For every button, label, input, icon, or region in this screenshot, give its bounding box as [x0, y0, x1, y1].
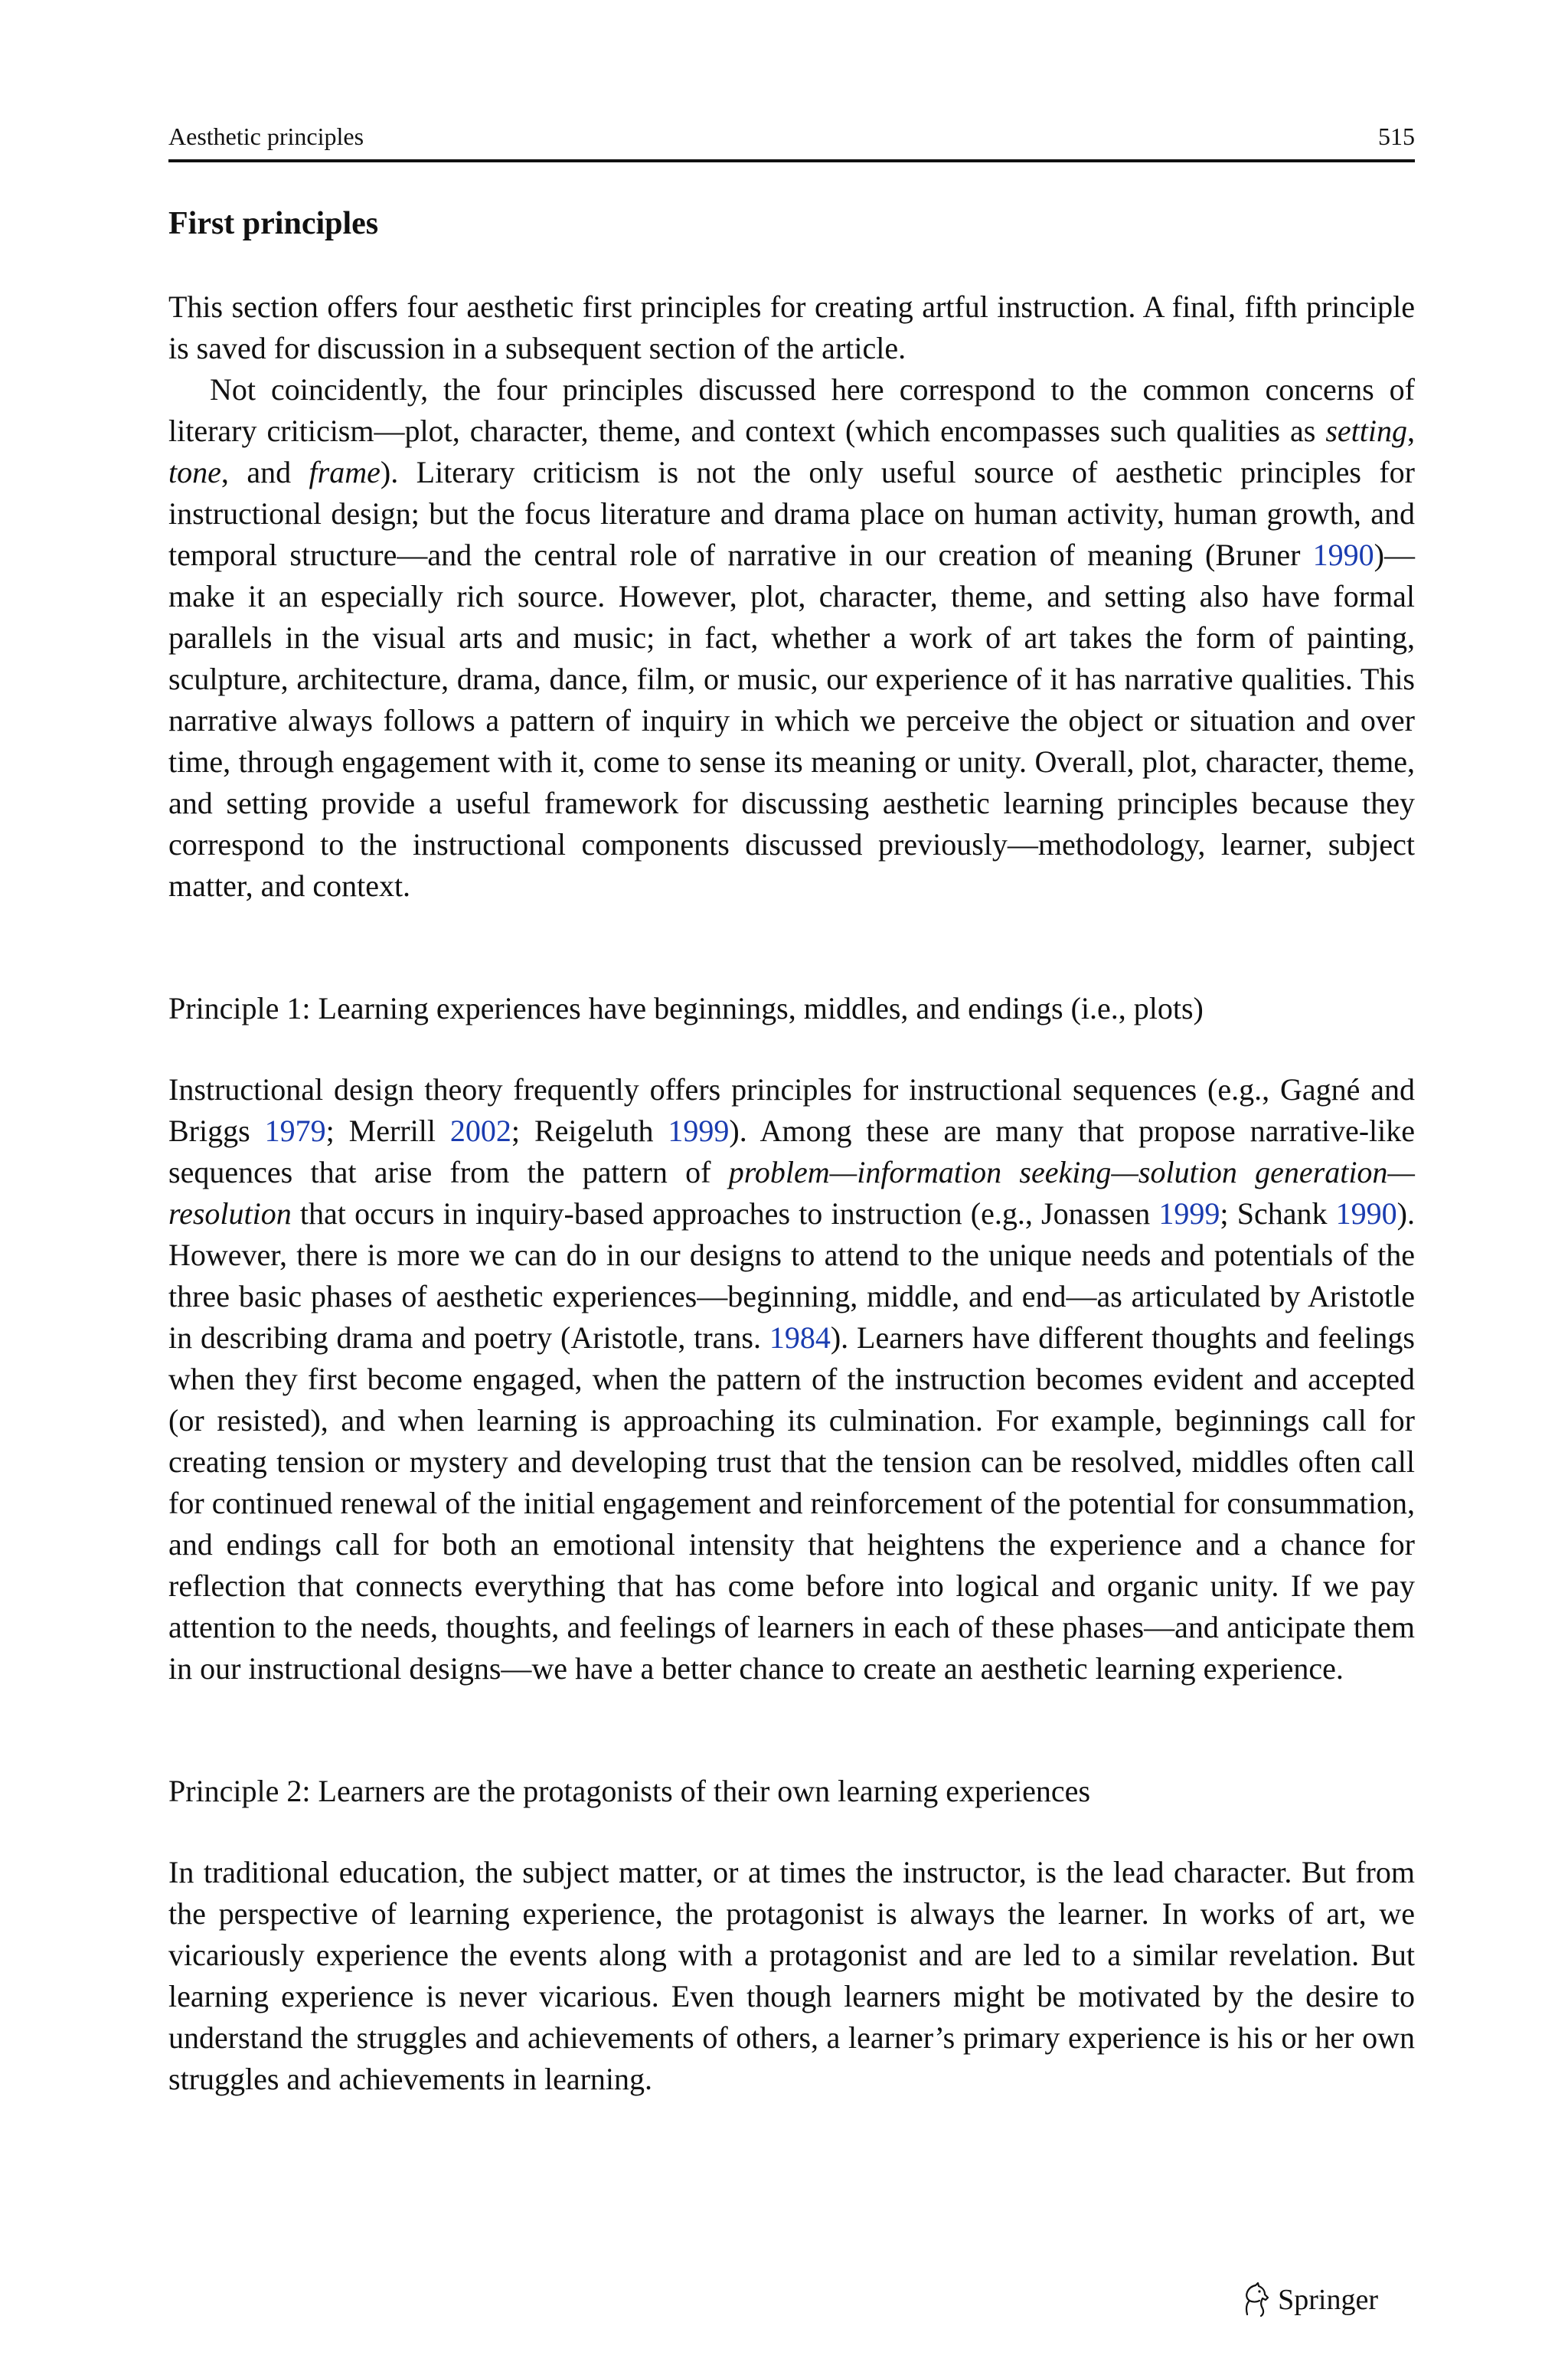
header-rule: [168, 159, 1415, 162]
spacer: [168, 247, 1415, 286]
citation-link-aristotle-1984[interactable]: 1984: [769, 1320, 831, 1355]
citation-link-schank-1990[interactable]: 1990: [1335, 1196, 1397, 1231]
spacer: [168, 1689, 1415, 1771]
paragraph-intro: This section offers four aesthetic first principles for creating artful instruction. A final, fifth principle is saved for discussion in a subsequent section of the article.: [168, 289, 1415, 365]
running-title: Aesthetic principles: [168, 123, 364, 150]
running-head: [168, 116, 1415, 156]
spacer: [168, 1812, 1415, 1852]
article-body: [168, 201, 1415, 2100]
paragraph-principle-1: Instructional design theory frequently offers principles for instructional sequences (e.g., Gagné and Briggs 1979; Merrill 2002; Reigeluth 1999). Among these are many that propose narrative-like sequences that arise from the pattern of problem—information seeking—solution generation—resolution that occurs in inquiry-based approaches to instruction (e.g., Jonassen 1999; Schank 1990). However, there is more we can do in our designs to attend to the unique needs and potentials of the three basic phases of aesthetic experiences—beginning, middle, and end—as articulated by Aristotle in describing drama and poetry (Aristotle, trans. 1984). Learners have different thoughts and feelings when they first become engaged, when the pattern of the instruction becomes evident and accepted (or resisted), and when learning is approaching its culmination. For example, beginnings call for creating tension or mystery and developing trust that the tension can be resolved, middles often call for continued renewal of the initial engagement and reinforcement of the potential for consummation, and endings call for both an emotional intensity that heightens the experience and a chance for reflection that connects everything that has come before into logical and organic unity. If we pay attention to the needs, thoughts, and feelings of learners in each of these phases—and anticipate them in our instructional designs—we have a better chance to create an aesthetic learning experience.: [168, 1072, 1416, 1686]
spacer: [168, 907, 1415, 988]
spacer: [168, 1029, 1415, 1069]
publisher-name: Springer: [1278, 2284, 1378, 2316]
citation-link-bruner-1990[interactable]: 1990: [1312, 538, 1374, 572]
citation-link-merrill-2002[interactable]: 2002: [449, 1114, 511, 1148]
citation-link-jonassen-1999[interactable]: 1999: [1158, 1196, 1220, 1231]
paragraph-principle-2: In traditional education, the subject matter, or at times the instructor, is the lead character. But from the perspective of learning experience, the protagonist is always the learner. In works of art, we vicariously experience the events along with a protagonist and are led to a similar revelation. But learning experience is never vicarious. Even though learners might be motivated by the desire to understand the struggles and achievements of others, a learner’s primary experience is his or her own struggles and achievements in learning.: [168, 1855, 1415, 2096]
paragraph-literary-criticism: Not coincidently, the four principles discussed here correspond to the common concerns of literary criticism—plot, character, theme, and context (which encompasses such qualities as setting, tone, and frame). Literary criticism is not the only useful source of aesthetic principles for instructional design; but the focus literature and drama place on human activity, human growth, and temporal structure—and the central role of narrative in our creation of meaning (Bruner 1990)—make it an especially rich source. However, plot, character, theme, and setting also have formal parallels in the visual arts and music; in fact, whether a work of art takes the form of painting, sculpture, architecture, drama, dance, film, or music, our experience of it has narrative qualities. This narrative always follows a pattern of inquiry in which we perceive the object or situation and over time, through engagement with it, come to sense its meaning or unity. Overall, plot, character, theme, and setting provide a useful framework for discussing aesthetic learning principles because they correspond to the instructional components discussed previously—methodology, learner, subject matter, and context.: [168, 372, 1415, 903]
principle-1-heading: Principle 1: Learning experiences have beginnings, middles, and endings (i.e., plots): [168, 991, 1204, 1025]
principle-2-heading: Principle 2: Learners are the protagonists of their own learning experiences: [168, 1774, 1091, 1808]
section-title: First principles: [168, 206, 379, 241]
citation-link-reigeluth-1999[interactable]: 1999: [668, 1114, 730, 1148]
citation-link-gagne-1979[interactable]: 1979: [264, 1114, 326, 1148]
publisher-logo: [1240, 2281, 1378, 2319]
springer-horse-icon: [1240, 2282, 1270, 2317]
page-number: 515: [1378, 123, 1415, 150]
